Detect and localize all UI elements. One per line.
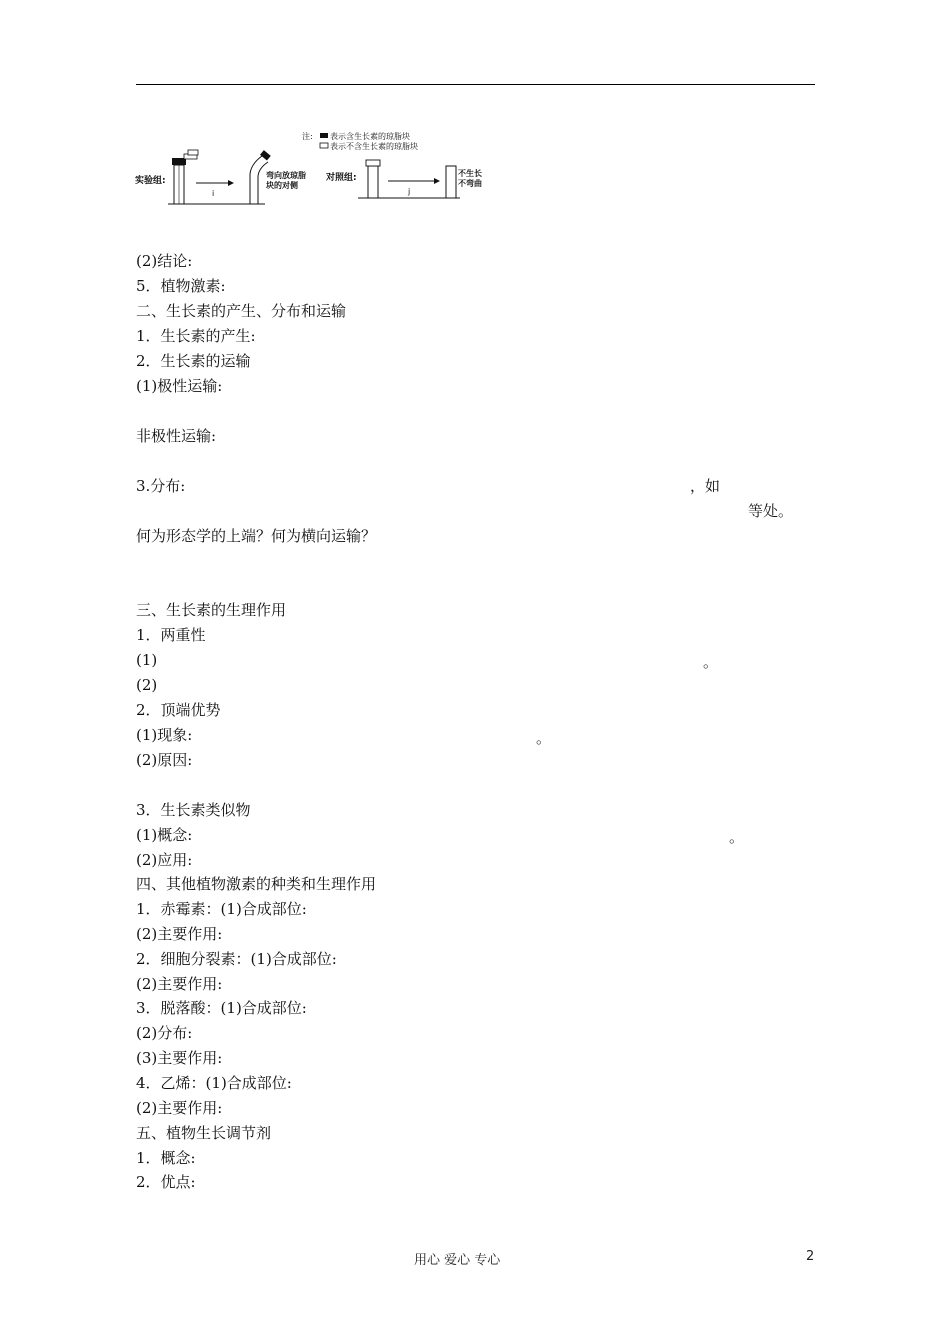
text-line: 4．乙烯：(1)合成部位:	[136, 1074, 292, 1092]
text-line: (1)极性运输:	[136, 377, 223, 395]
nogrow-text-2: 不弯曲	[458, 179, 482, 188]
section-heading: 三、生长素的生理作用	[136, 601, 287, 619]
text-fragment: ，如	[690, 477, 721, 495]
text-line: (2)原因:	[136, 751, 193, 769]
text-line: 1．概念:	[136, 1149, 196, 1167]
text-line: (2)主要作用:	[136, 975, 223, 993]
text-line: 1．赤霉素：(1)合成部位:	[136, 900, 307, 918]
text-line: 2．细胞分裂素：(1)合成部位:	[136, 950, 337, 968]
experiment-figure	[130, 128, 500, 210]
text-line: (2)	[136, 676, 158, 694]
text-line: (2)主要作用:	[136, 925, 223, 943]
text-fragment: 。	[703, 653, 719, 671]
arrow-i-label: i	[212, 189, 215, 198]
section-heading: 二、生长素的产生、分布和运输	[136, 302, 347, 320]
legend-note-title: 注:	[302, 132, 313, 141]
footer-motto: 用心 爱心 专心	[414, 1253, 501, 1268]
text-line: 3.分布:	[136, 477, 186, 495]
text-line: 1．两重性	[136, 626, 206, 644]
text-line: (2)分布:	[136, 1024, 193, 1042]
text-line: 2．优点:	[136, 1173, 196, 1191]
text-line: 非极性运输:	[136, 427, 217, 445]
legend-empty-block	[320, 143, 328, 148]
text-fragment: 等处。	[748, 502, 794, 520]
legend-filled-text: 表示含生长素的琼脂块	[330, 132, 410, 141]
text-fragment: 。	[729, 828, 745, 846]
text-fragment: 。	[536, 729, 552, 747]
bend-text-1: 弯向放琼脂	[266, 171, 306, 180]
legend-filled-block	[320, 133, 328, 138]
text-line: 2．顶端优势	[136, 701, 221, 719]
text-line: (3)主要作用:	[136, 1049, 223, 1067]
section-heading: 四、其他植物激素的种类和生理作用	[136, 875, 377, 893]
text-line: (1)	[136, 651, 158, 669]
exp-label: 实验组:	[135, 176, 166, 186]
text-line: 3．脱落酸：(1)合成部位:	[136, 999, 307, 1017]
text-line: (1)概念:	[136, 826, 193, 844]
text-line: 2．生长素的运输	[136, 352, 251, 370]
page-number: 2	[806, 1249, 815, 1264]
text-line: 1．生长素的产生:	[136, 327, 256, 345]
agar-block-empty	[366, 160, 380, 166]
text-line: (2)结论:	[136, 252, 193, 270]
nogrow-text-1: 不生长	[458, 169, 482, 178]
text-line: (2)应用:	[136, 851, 193, 869]
section-heading: 五、植物生长调节剂	[136, 1124, 272, 1142]
ctrl-label: 对照组:	[326, 173, 357, 183]
bend-text-2: 块的对侧	[266, 181, 298, 190]
text-line: 3．生长素类似物	[136, 801, 251, 819]
arrow-j-label: j	[408, 187, 411, 196]
legend-empty-text: 表示不含生长素的琼脂块	[330, 142, 418, 151]
question-line: 何为形态学的上端？何为横向运输？	[136, 527, 377, 545]
text-line: (1)现象:	[136, 726, 193, 744]
header-rule	[136, 84, 815, 85]
text-line: 5．植物激素:	[136, 277, 226, 295]
text-line: (2)主要作用:	[136, 1099, 223, 1117]
